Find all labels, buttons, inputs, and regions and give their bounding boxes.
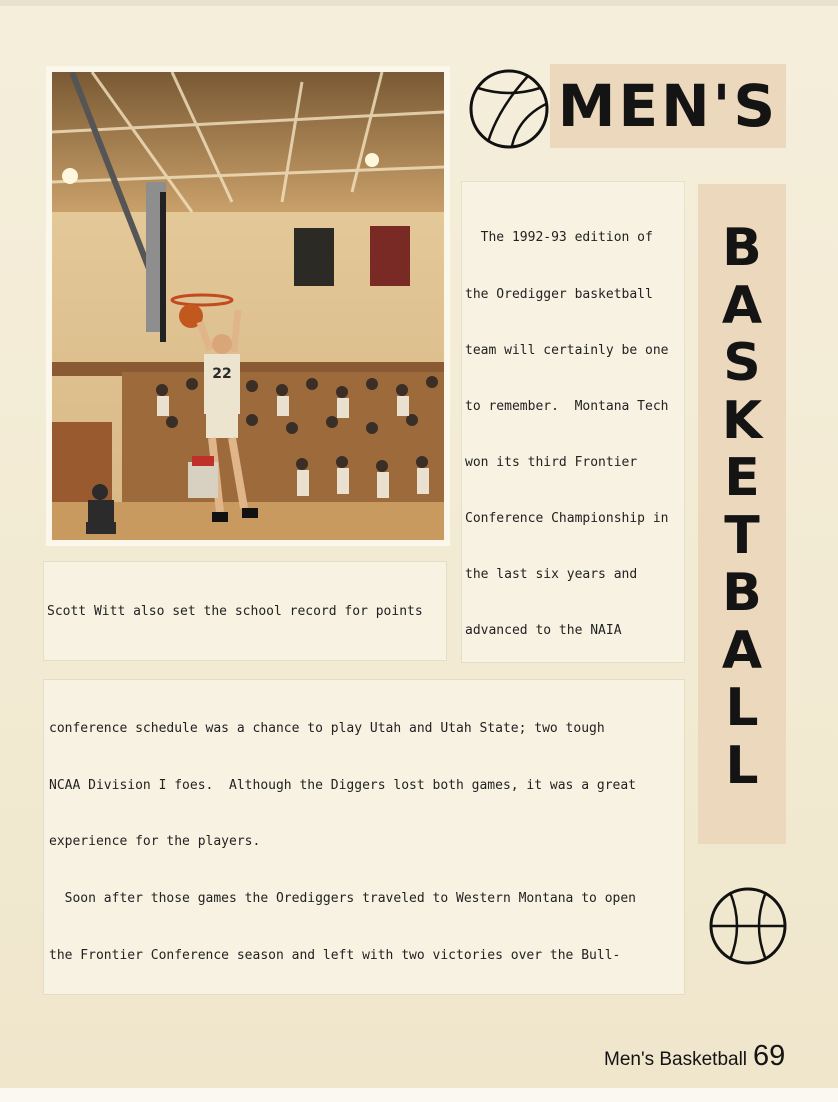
- title-letter: B: [722, 218, 762, 278]
- page-footer: [604, 1040, 794, 1080]
- article-line: the last six years and: [465, 567, 638, 583]
- title-mens-box: [550, 64, 786, 148]
- svg-text:22: 22: [212, 366, 232, 382]
- article-line: to remember. Montana Tech: [465, 398, 669, 414]
- title-letter: K: [721, 390, 763, 451]
- article-column: [462, 182, 684, 662]
- article-line: the Frontier Conference season and left with two victories over the Bull-: [49, 947, 621, 963]
- photo-caption: [44, 562, 446, 660]
- article-line: team will certainly be one: [465, 342, 669, 358]
- title-letter: T: [724, 505, 760, 566]
- article-line: The 1992-93 edition of: [465, 230, 653, 246]
- title-basketball: [698, 220, 786, 795]
- title-letter: L: [725, 678, 759, 738]
- article-line: the Oredigger basketball: [465, 286, 653, 302]
- title-letter: A: [721, 275, 763, 336]
- page-top-edge: [0, 0, 838, 6]
- article-line: Soon after those games the Orediggers traveled to Western Montana to open: [49, 890, 636, 906]
- game-photo: [46, 66, 450, 546]
- title-letter: A: [721, 620, 763, 681]
- article-line: won its third Frontier: [465, 454, 638, 470]
- article-line: Conference Championship in: [465, 510, 669, 526]
- title-letter: L: [725, 735, 759, 796]
- article-line: NCAA Division I foes. Although the Diggers lost both games, it was a great: [49, 777, 636, 793]
- article-line: experience for the players.: [49, 834, 261, 850]
- footer-section-label: Men's Basketball: [604, 1049, 748, 1070]
- dunk-photo-illustration: [52, 72, 444, 540]
- title-basketball-box: [698, 184, 786, 844]
- title-letter: B: [722, 563, 762, 623]
- caption-line: [47, 658, 446, 660]
- caption-line: Scott Witt also set the school record for points: [47, 603, 423, 619]
- page-bottom-edge: [0, 1088, 838, 1102]
- article-line: advanced to the NAIA: [465, 623, 622, 639]
- title-mens: MEN'S: [557, 72, 779, 140]
- title-letter: E: [724, 448, 760, 508]
- basketball-icon: [708, 886, 788, 966]
- article-line: conference schedule was a chance to play Utah and Utah State; two tough: [49, 720, 605, 736]
- article-continued: [44, 680, 684, 994]
- title-letter: S: [723, 333, 761, 393]
- page-number: 69: [753, 1040, 786, 1072]
- basketball-icon: [468, 68, 550, 150]
